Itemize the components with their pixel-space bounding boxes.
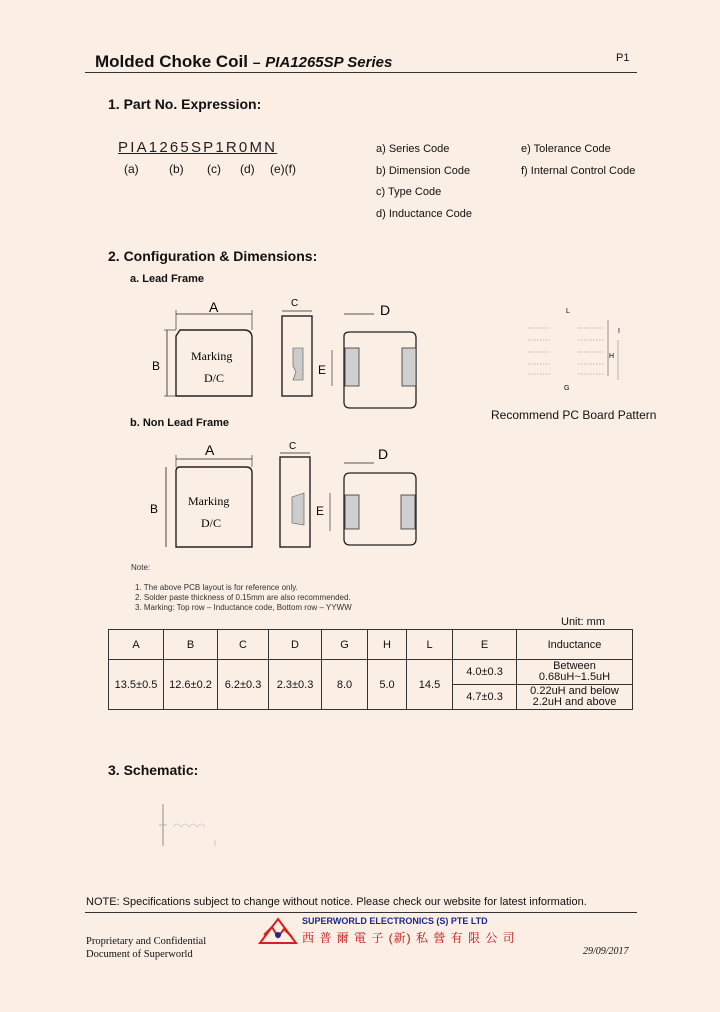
dim-b-label: B	[152, 359, 161, 373]
dim-c-label: C	[291, 298, 299, 309]
schematic-drawing	[155, 800, 235, 850]
table-header: L	[407, 630, 453, 660]
code-definitions-right	[521, 139, 635, 182]
section3-heading: 3. Schematic:	[108, 762, 199, 778]
table-header-row	[109, 630, 633, 660]
table-header: Inductance	[517, 630, 633, 660]
code-label-d: (d)	[240, 162, 255, 176]
footer-note: NOTE: Specifications subject to change without notice. Please check our website for latest information.	[86, 896, 587, 908]
non-lead-frame-heading: b. Non Lead Frame	[130, 417, 230, 429]
dc-text-a: D/C	[204, 371, 225, 385]
company-name-cn: 西 普 爾 電 子 (新) 私 營 有 限 公 司	[302, 931, 516, 945]
code-label-a: (a)	[124, 162, 139, 176]
page-number: P1	[616, 52, 630, 64]
table-header: G	[322, 630, 368, 660]
table-cell: 4.7±0.3	[453, 685, 517, 710]
footer-left	[86, 935, 206, 961]
dc-text-b: D/C	[201, 516, 222, 530]
lead-frame-heading: a. Lead Frame	[130, 273, 204, 285]
unit-label: Unit: mm	[561, 616, 605, 628]
document-owner-text: Document of Superworld	[86, 949, 193, 960]
table-header: D	[269, 630, 322, 660]
dimensions-table	[108, 629, 633, 710]
table-cell: 13.5±0.5	[109, 660, 164, 710]
marking-text-a: Marking	[191, 349, 233, 363]
dim-a-label: A	[209, 299, 219, 315]
table-cell: 12.6±0.2	[164, 660, 218, 710]
lead-frame-drawing	[140, 290, 440, 415]
section2-heading: 2. Configuration & Dimensions:	[108, 248, 318, 264]
dim-i-label: I	[618, 328, 620, 335]
code-def-c: c) Type Code	[376, 186, 442, 198]
code-definitions-left	[376, 139, 472, 225]
dim-e-label-2: E	[316, 504, 325, 518]
dim-h-label: H	[609, 353, 615, 360]
company-name-en: SUPERWORLD ELECTRONICS (S) PTE LTD	[302, 916, 488, 926]
notes-block	[131, 563, 352, 613]
series-name: PIA1265SP Series	[265, 54, 393, 71]
marking-text-b: Marking	[188, 494, 230, 508]
table-cell: 2.3±0.3	[269, 660, 322, 710]
document-date: 29/09/2017	[583, 946, 629, 957]
part-number-code: PIA1265SP1R0MN	[118, 139, 278, 156]
inductance-line-1: 0.22uH and below	[530, 685, 619, 697]
code-label-b: (b)	[169, 162, 184, 176]
code-def-a: a) Series Code	[376, 143, 450, 155]
dim-d-label: D	[380, 302, 391, 318]
pcb-caption: Recommend PC Board Pattern	[491, 408, 657, 422]
dim-a-label-2: A	[205, 442, 215, 458]
table-cell: 5.0	[368, 660, 407, 710]
section1-heading: 1. Part No. Expression:	[108, 96, 262, 112]
code-def-f: f) Internal Control Code	[521, 164, 636, 177]
dim-c-label-2: C	[289, 441, 297, 452]
table-cell-inductance	[517, 685, 633, 710]
table-header: B	[164, 630, 218, 660]
code-label-c: (c)	[207, 162, 221, 176]
note-1: 1. The above PCB layout is for reference only.	[135, 583, 298, 592]
superworld-logo-icon	[258, 917, 298, 945]
table-cell: 8.0	[322, 660, 368, 710]
table-cell: 4.0±0.3	[453, 660, 517, 685]
title-dash: –	[252, 54, 261, 70]
note-2: 2. Solder paste thickness of 0.15mm are also recommended.	[135, 593, 351, 602]
inductance-line-2: 2.2uH and above	[532, 696, 617, 708]
footer-rule	[85, 912, 637, 913]
header-rule	[85, 72, 637, 73]
table-cell: Between 0.68uH~1.5uH	[517, 660, 633, 685]
non-lead-frame-drawing	[140, 435, 440, 553]
dim-b-label-2: B	[150, 502, 159, 516]
table-header: A	[109, 630, 164, 660]
dim-d-label-2: D	[378, 446, 389, 462]
table-row	[109, 660, 633, 685]
table-cell: 14.5	[407, 660, 453, 710]
notes-title: Note:	[131, 563, 151, 572]
note-3: 3. Marking: Top row – Inductance code, Bottom row – YYWW	[135, 603, 352, 612]
table-header: C	[218, 630, 269, 660]
proprietary-text: Proprietary and Confidential	[86, 936, 207, 947]
dim-l-label: L	[566, 308, 570, 315]
pcb-pattern-drawing	[520, 300, 640, 400]
dim-e-label: E	[318, 363, 327, 377]
title-text: Molded Choke Coil	[95, 52, 248, 71]
document-title	[95, 52, 392, 72]
table-header: H	[368, 630, 407, 660]
code-def-d: d) Inductance Code	[376, 207, 473, 220]
dim-g-label: G	[564, 385, 570, 392]
code-def-b: b) Dimension Code	[376, 164, 471, 177]
table-header: E	[453, 630, 517, 660]
code-label-ef: (e)(f)	[270, 162, 296, 176]
table-cell: 6.2±0.3	[218, 660, 269, 710]
code-def-e: e) Tolerance Code	[521, 143, 611, 155]
